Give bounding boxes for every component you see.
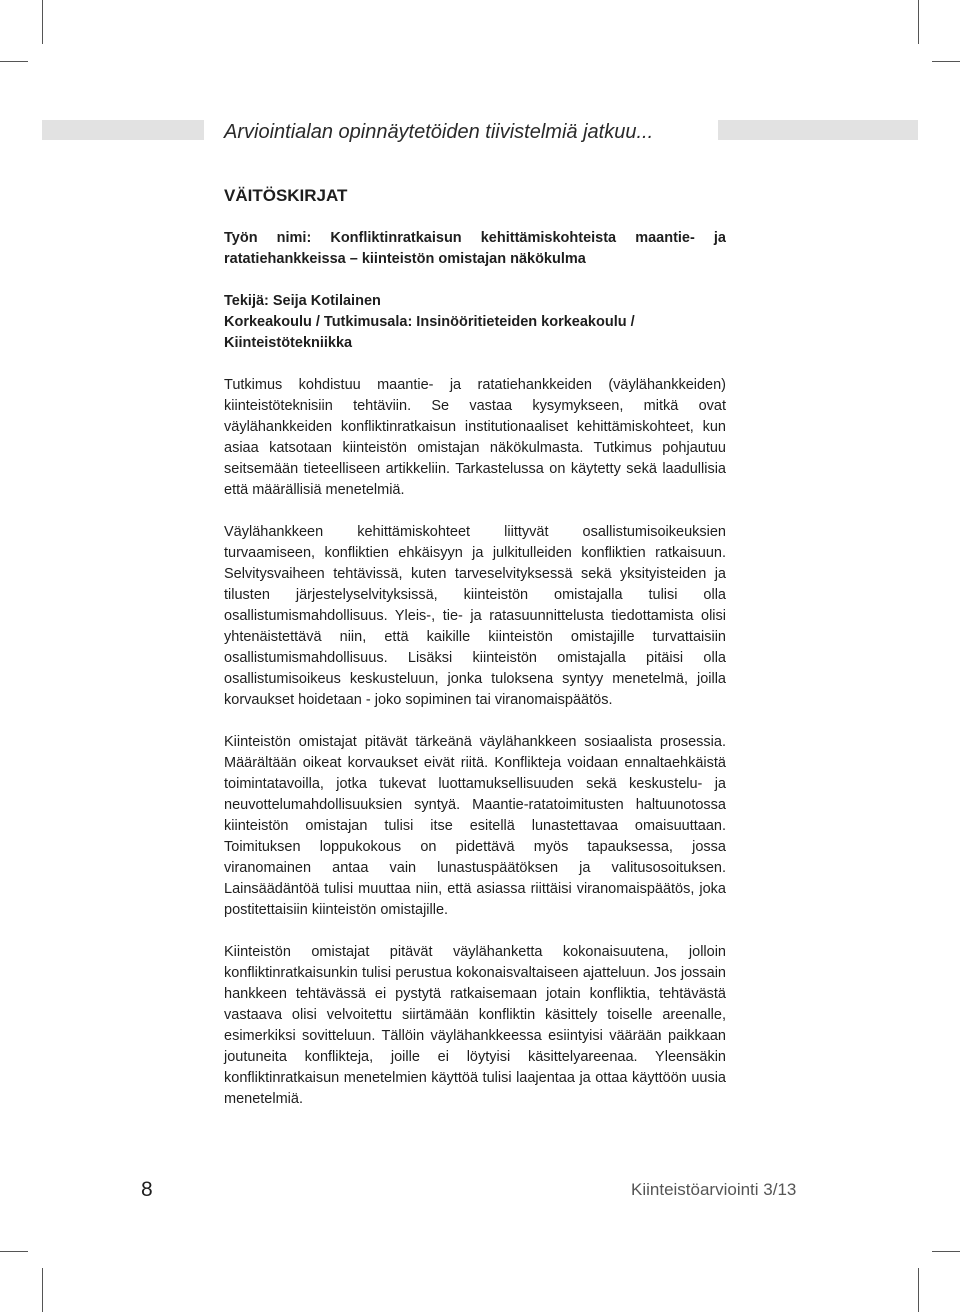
article-body [224, 186, 726, 1110]
crop-mark [918, 0, 919, 44]
work-info [224, 228, 726, 354]
header-bar-left [42, 120, 204, 140]
paragraph: Väylähankkeen kehittämiskohteet liittyvät osallistumisoikeuksien turvaamiseen, konfliktien ehkäisyyn ja julkitulleiden konfliktien ratkaisuun. Selvitysvaiheen tehtävissä, kuten tarveselvityksessä sekä yksityisteiden ja tilusten järjestelyselvityksissä, kiinteistön omistajalla tulisi olla osallistumismahdollisuus. Yleis-, tie- ja ratasuunnittelusta tiedottamista olisi yhtenäistettävä niin, että kaikille kiinteistön omistajille turvattaisiin osallistumismahdollisuus. Lisäksi kiinteistön omistajalla pitäisi olla osallistumisoikeus keskusteluun, jonka tuloksena syntyy menetelmä, joilla korvaukset hoidetaan - joko sopiminen tai viranomaispäätös. [224, 524, 726, 708]
crop-mark [932, 61, 960, 62]
crop-mark [42, 1268, 43, 1312]
paragraph: Kiinteistön omistajat pitävät väylähanketta kokonaisuutena, jolloin konfliktinratkaisunkin tulisi perustua kokonaisvaltaiseen ajatteluun. Jos jossain hankkeen tehtävässä ei pystytä ratkaisemaan jotain konfliktia, tehtävästä vastaava olisi velvoitettu siirtämään konfliktin käsittely toiselle areenalle, esimerkiksi sovitteluun. Tällöin väylähankkeessa esiintyisi väärään paikkaan joutuneita konflikteja, joille ei löytyisi käsittelyareenaa. Yleensäkin konfliktinratkaisun menetelmien käyttöä tulisi laajentaa ja ottaa käyttöön uusia menetelmiä. [224, 944, 726, 1107]
publication-name: Kiinteistöarviointi 3/13 [631, 1180, 797, 1199]
author-line: Tekijä: Seija Kotilainen [224, 293, 381, 309]
paragraph: Kiinteistön omistajat pitävät tärkeänä väylähankkeen sosiaalista prosessia. Määrältään oikeat korvaukset eivät riitä. Konflikteja voidaan ennaltaehkäistä toimintatavoilla, jotka tukevat luottamuksellisuuden sekä keskustelu- ja neuvottelumahdollisuuksien syntyä. Maantie-ratatoimitusten haltuunotossa kiinteistön omistajan tulisi itse esitellä lunastettavaa omaisuuttaan. Toimituksen loppukokous on pidettävä myös tapauksessa, jossa viranomainen antaa vain lunastuspäätöksen ja valitusosoituksen. Lainsäädäntöä tulisi muuttaa niin, että asiassa riittäisi viranomaispäätös, joka postitettaisiin kiinteistön omistajille. [224, 734, 726, 918]
school-line: Korkeakoulu / Tutkimusala: Insinööritieteiden korkeakoulu / Kiinteistötekniikka [224, 314, 635, 351]
crop-mark [918, 1268, 919, 1312]
crop-mark [0, 61, 28, 62]
header-bar-right [718, 120, 918, 140]
work-title: Työn nimi: Konfliktinratkaisun kehittämiskohteista maantie- ja ratatiehankkeissa – kiinteistön omistajan näkökulma [224, 230, 726, 267]
crop-mark [0, 1251, 28, 1252]
header-title: Arviointialan opinnäytetöiden tiivistelmiä jatkuu... [224, 121, 654, 143]
paragraph: Tutkimus kohdistuu maantie- ja ratatiehankkeiden (väylähankkeiden) kiinteistöteknisiin tehtäviin. Se vastaa kysymykseen, mitkä ovat väylähankkeiden konfliktinratkaisun institutionaaliset kehittämiskohteet, kun asiaa katsotaan kiinteistön omistajan näkökulmasta. Tutkimus pohjautuu seitsemään tieteelliseen artikkeliin. Tarkastelussa on käytetty sekä laadullisia että määrällisiä menetelmiä. [224, 377, 726, 498]
crop-mark [932, 1251, 960, 1252]
section-title: VÄITÖSKIRJAT [224, 186, 348, 205]
crop-mark [42, 0, 43, 44]
page-number: 8 [141, 1178, 153, 1201]
